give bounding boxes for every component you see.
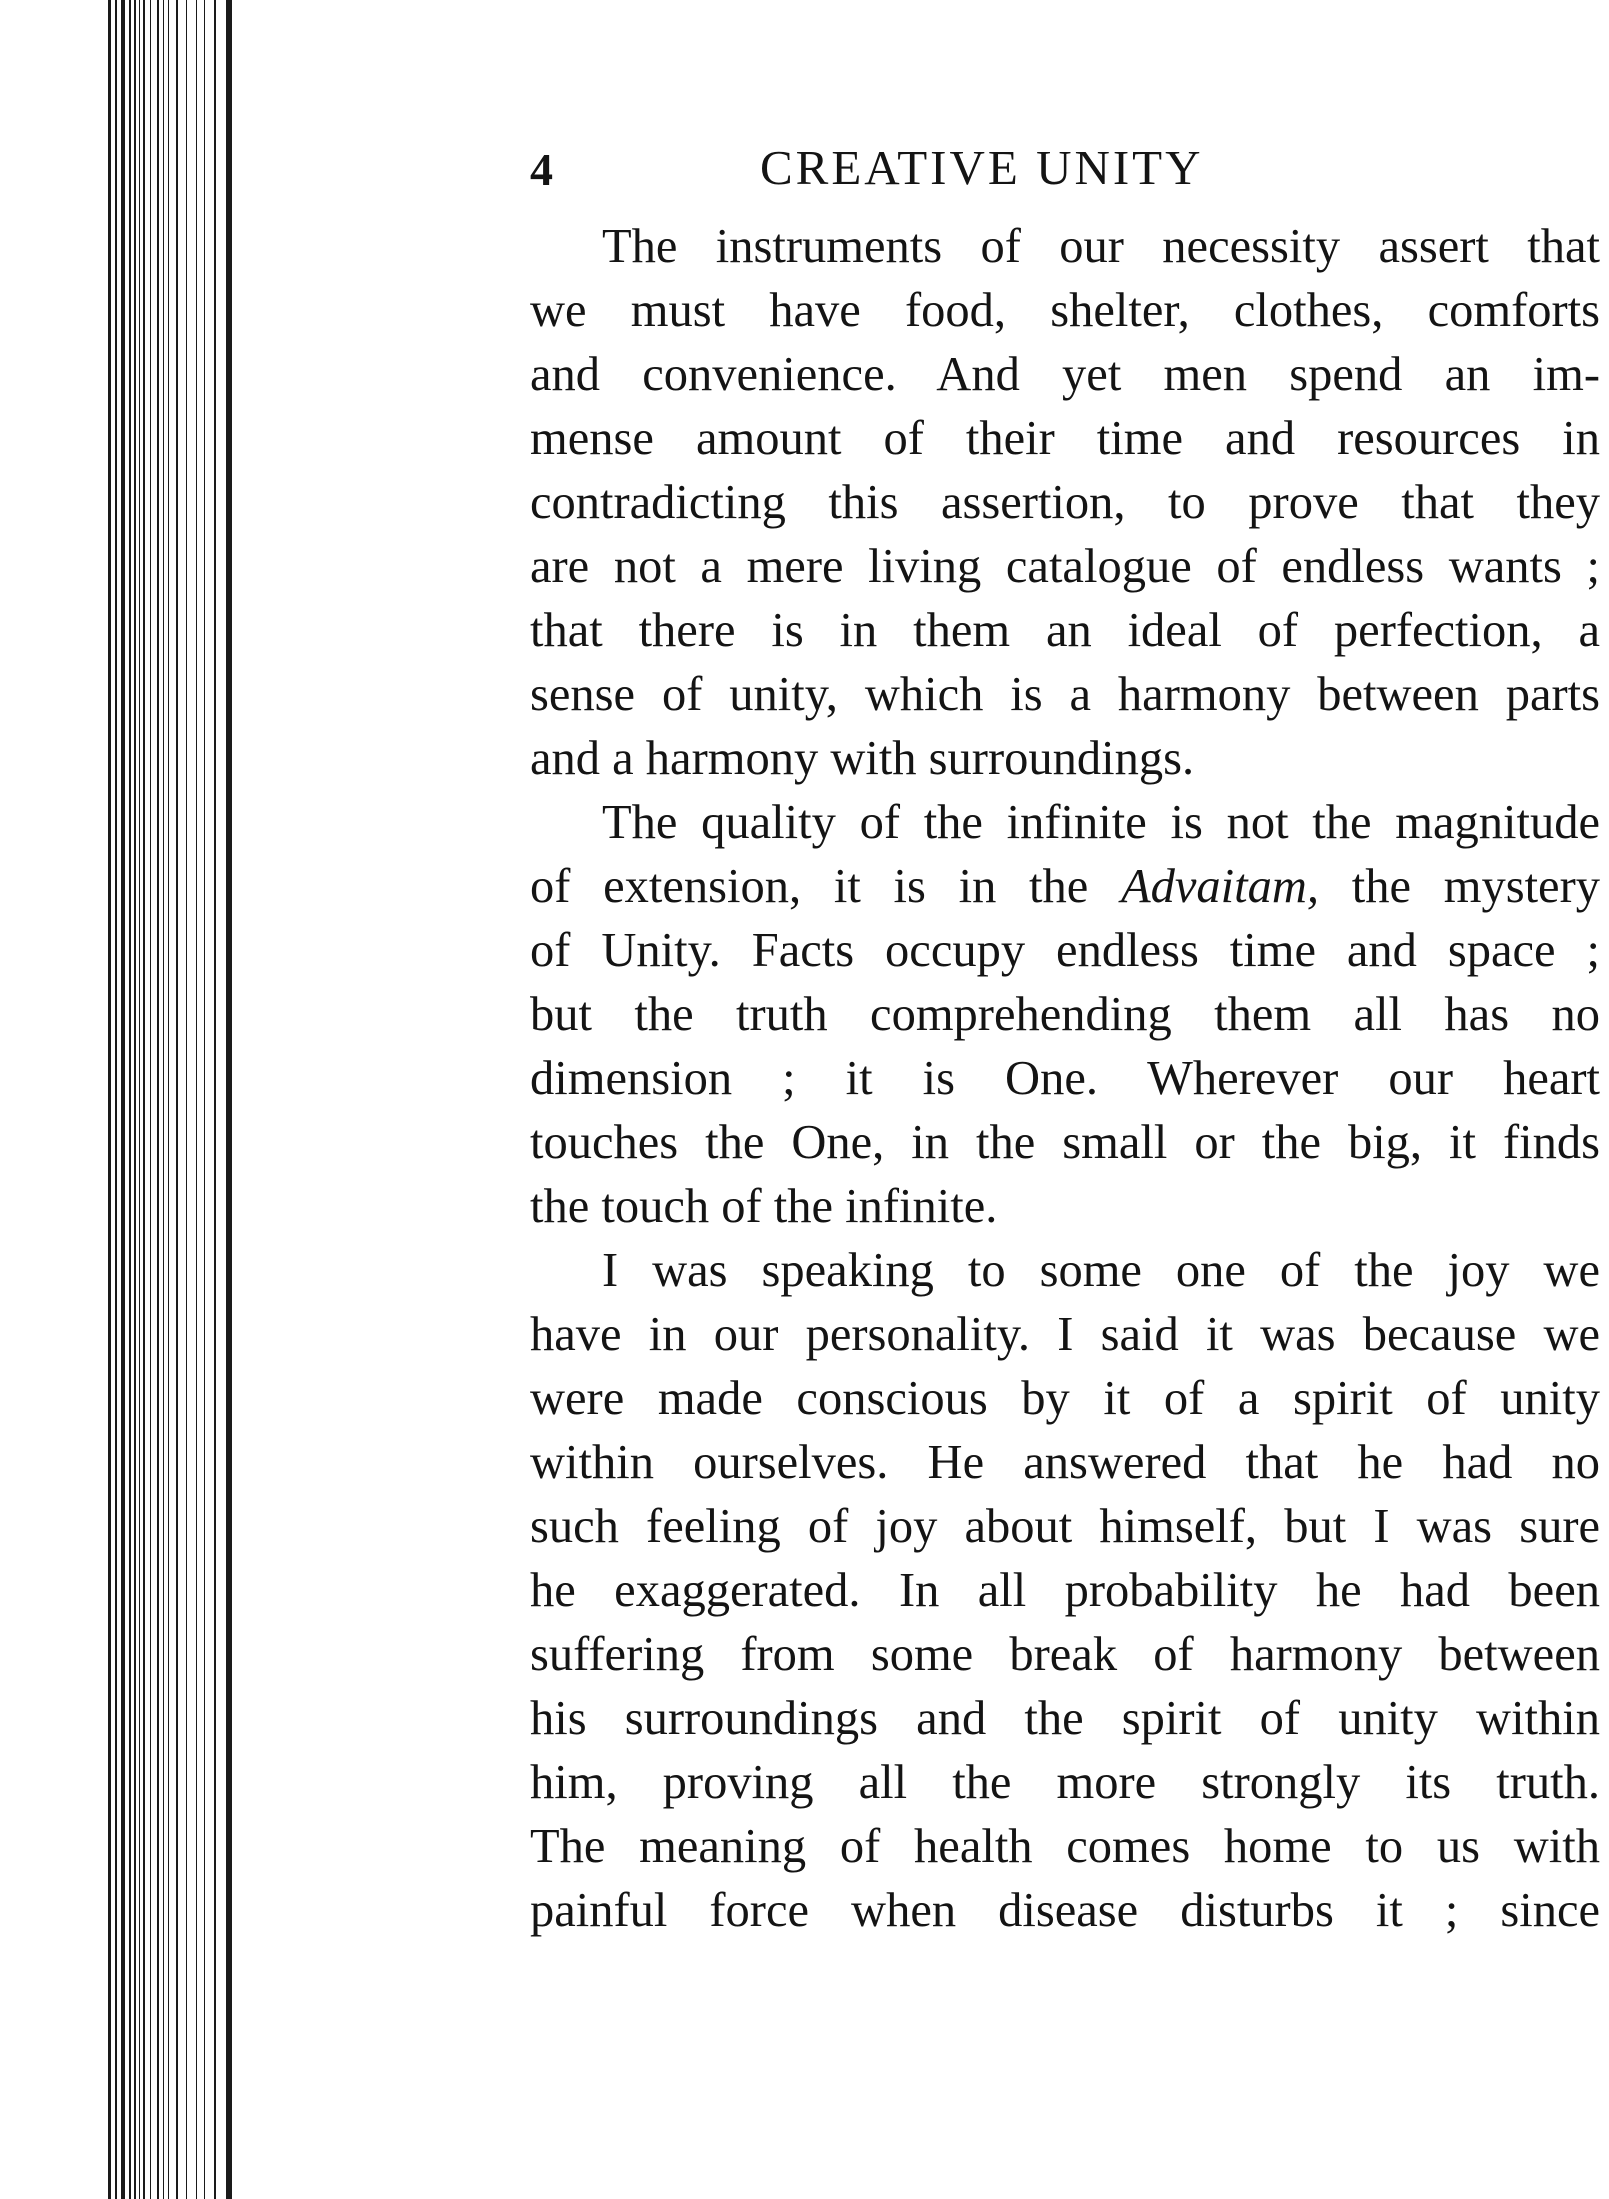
running-title: CREATIVE UNITY [760, 140, 1204, 195]
page-header [530, 125, 1600, 215]
italic-term: Advaitam, [1121, 860, 1320, 913]
text-line: The meaning of health comes home to us with [530, 1820, 1600, 1873]
text-line: have in our personality. I said it was because we [530, 1308, 1600, 1361]
text-line: contradicting this assertion, to prove that they [530, 476, 1600, 529]
text-line: of Unity. Facts occupy endless time and space ; [530, 924, 1600, 977]
text-line: suffering from some break of harmony between [530, 1628, 1600, 1681]
text-line: sense of unity, which is a harmony between parts [530, 668, 1600, 721]
text-line: and a harmony with surroundings. [530, 732, 1195, 785]
paragraph-3 [530, 1239, 1600, 1943]
text-line: The quality of the infinite is not the magnitude [602, 796, 1600, 849]
text-segment: the mystery [1319, 860, 1600, 913]
paragraph-2 [530, 791, 1600, 1239]
text-line: I was speaking to some one of the joy we [602, 1244, 1600, 1297]
text-line: that there is in them an ideal of perfection, a [530, 604, 1600, 657]
text-line: we must have food, shelter, clothes, comforts [530, 284, 1600, 337]
book-gutter [0, 0, 260, 2199]
text-line: his surroundings and the spirit of unity within [530, 1692, 1600, 1745]
text-line: mense amount of their time and resources in [530, 412, 1600, 465]
text-line: within ourselves. He answered that he had no [530, 1436, 1600, 1489]
text-line: The instruments of our necessity assert that [602, 220, 1600, 273]
text-line-with-italic [530, 855, 1600, 919]
text-line: but the truth comprehending them all has no [530, 988, 1600, 1041]
text-line: the touch of the infinite. [530, 1180, 998, 1233]
text-line: painful force when disease disturbs it ; since [530, 1884, 1600, 1937]
page-number: 4 [530, 144, 553, 195]
text-line: dimension ; it is One. Wherever our heart [530, 1052, 1600, 1105]
text-line: he exaggerated. In all probability he had been [530, 1564, 1600, 1617]
text-segment: of extension, it is in the [530, 860, 1122, 913]
text-line: him, proving all the more strongly its truth. [530, 1756, 1600, 1809]
text-line: touches the One, in the small or the big, it finds [530, 1116, 1600, 1169]
text-line: are not a mere living catalogue of endless wants ; [530, 540, 1600, 593]
paragraph-1 [530, 215, 1600, 791]
book-page [530, 125, 1600, 1943]
text-line: such feeling of joy about himself, but I was sure [530, 1500, 1600, 1553]
text-line: were made conscious by it of a spirit of unity [530, 1372, 1600, 1425]
text-line: and convenience. And yet men spend an im- [530, 348, 1600, 401]
